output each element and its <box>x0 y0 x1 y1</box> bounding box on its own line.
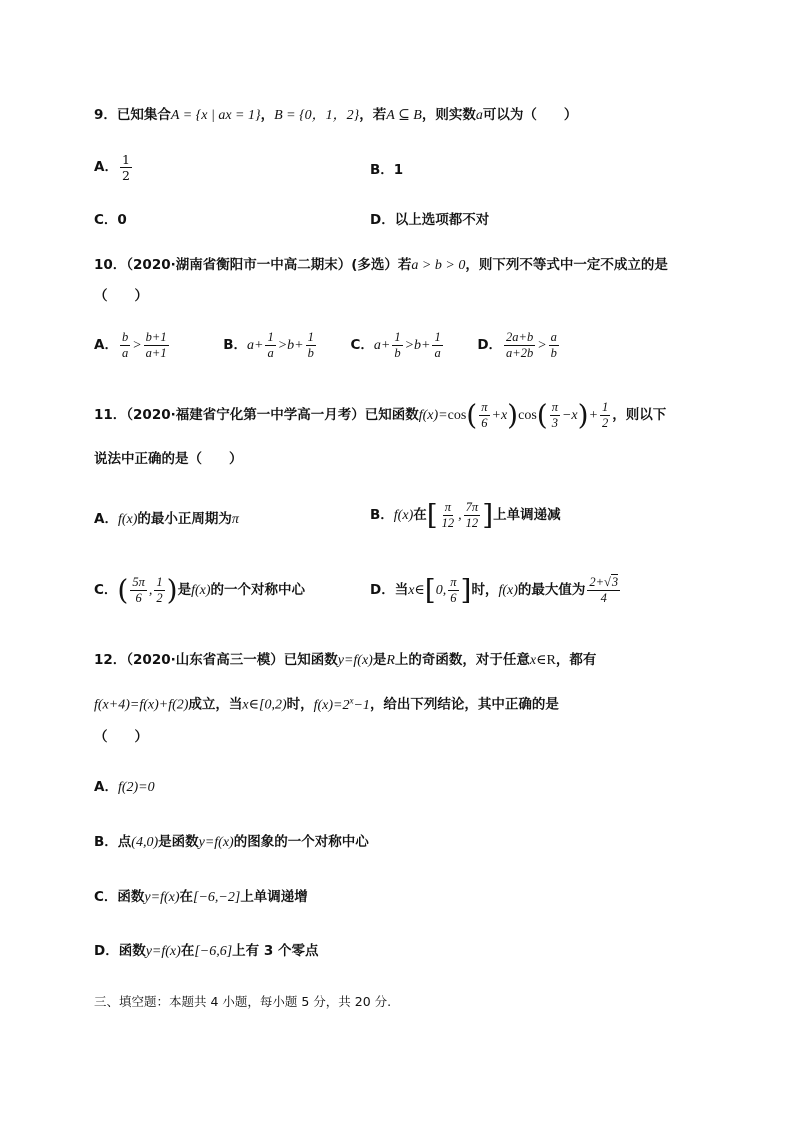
q11-option-a: A．f(x)的最小正周期为π <box>94 511 239 527</box>
q10-options <box>94 330 654 361</box>
q9-option-b: B．1 <box>370 162 404 178</box>
q12-stem: 12．（2020·山东省高三一模）已知函数y=f(x)是R上的奇函数，对于任意x∈R，都有 <box>94 652 597 668</box>
q10-option-a: A． $\frac{b}{a}$ > $\frac{b+1}{a+1}$ <box>94 330 167 360</box>
q11-option-b: B．f(x)在[ $\frac{\pi}{12}$ , $\frac{7\pi}{12}$ ]上单调递减 <box>370 498 561 532</box>
q9-option-d: D．以上选项都不对 <box>370 212 490 228</box>
q10-option-b: B．a+ $\frac{1}{a}$ >b+ $\frac{1}{b}$ <box>223 330 314 360</box>
q12-option-d: D．函数y=f(x)在[−6,6]上有 3 个零点 <box>94 943 319 959</box>
q10-stem: 10．（2020·湖南省衡阳市一中高二期末）(多选）若a > b > 0，则下列不等式中一定不成立的是 <box>94 257 668 273</box>
q10-option-c: C．a+ $\frac{1}{b}$ >b+ $\frac{1}{a}$ <box>350 330 441 360</box>
q12-option-b: B．点(4,0)是函数y=f(x)的图象的一个对称中心 <box>94 834 369 850</box>
q9-option-c: C．0 <box>94 212 127 228</box>
q9-stem: 9．已知集合A = {x | ax = 1}，B = {0，1，2}，若A ⊆ B，则实数a可以为（ ） <box>94 107 578 123</box>
q11-option-d: D．当x∈[0, $\frac{\pi}{6}$ ]时，f(x)的最大值为 $\frac{2+√3}{4}$ <box>370 573 619 607</box>
q12-stem-line2: f(x+4)=f(x)+f(2)成立，当x∈[0,2)时，$f(x)=2^x-1$，给出下列结论，其中正确的是 <box>94 695 559 713</box>
fraction: $\frac{1}{2}$ <box>121 152 130 183</box>
q9-option-a: A． $\frac{1}{2}$ <box>94 152 130 183</box>
q12-option-a: A．f(2)=0 <box>94 779 155 795</box>
q10-option-d: D． $\frac{2a+b}{a+2b}$ > $\frac{a}{b}$ <box>477 330 557 360</box>
q11-stem: 11．（2020·福建省宁化第一中学高一月考）已知函数f(x)=cos( $\frac{\pi}{6}$ +x)cos( $\frac{\pi}{3}$ −x)+ $\frac{1}{2}$ ，则以下 <box>94 398 667 432</box>
section-3-heading: 三、填空题：本题共 4 小题，每小题 5 分，共 20 分. <box>94 994 392 1009</box>
q12-option-c: C．函数y=f(x)在[−6,−2]上单调递增 <box>94 889 308 905</box>
q12-paren: （ ） <box>94 729 148 745</box>
q10-paren: （ ） <box>94 288 148 304</box>
q11-stem-line2: 说法中正确的是（ ） <box>94 451 243 467</box>
q11-option-c: C．( $\frac{5\pi}{6}$ , $\frac{1}{2}$ )是f(x)的一个对称中心 <box>94 573 305 607</box>
